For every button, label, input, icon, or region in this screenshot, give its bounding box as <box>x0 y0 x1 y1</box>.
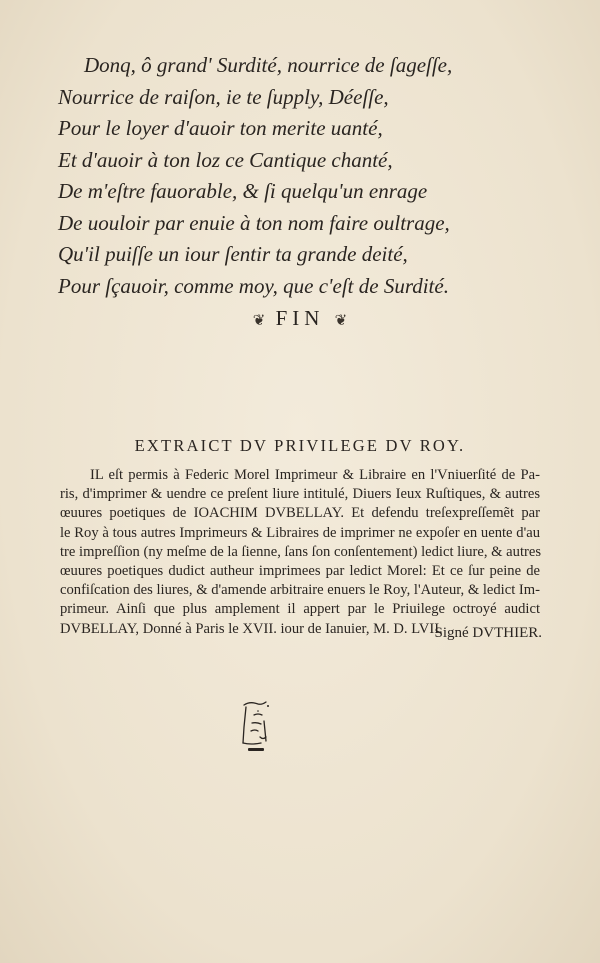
poem-line: Pour ſçauoir, comme moy, que c'eſt de Surdité. <box>58 273 449 298</box>
fin-text: FIN <box>275 306 325 330</box>
poem-line: De uouloir par enuie à ton nom faire oultrage, <box>58 210 450 235</box>
privilege-line: primeur. Ainſi que plus amplement il appert par le Priuilege octroyé audict <box>60 601 540 618</box>
fleuron-left-icon: ❦ <box>252 313 266 329</box>
privilege-line: ris, d'imprimer & uendre ce preſent liure intitulé, Diuers Ieux Ruſtiques, & autres <box>60 486 540 503</box>
fleuron-right-icon: ❦ <box>334 313 348 329</box>
poem-line: Qu'il puiſſe un iour ſentir ta grande deité, <box>58 242 408 266</box>
privilege-line: DVBELLAY, Donné à Paris le XVII. iour de Ianuier, M. D. LVII. <box>60 620 443 637</box>
privilege-line: confiſcation des liures, & d'amende arbitraire enuers le Roy, l'Auteur, & ledict Im- <box>60 582 540 599</box>
privilege-text <box>60 466 540 639</box>
privilege-line: œuures poetiques de IOACHIM DVBELLAY. Et defendu treſexpreſſemẽt par <box>60 505 540 522</box>
privilege-line: tre impreſſion (ny meſme de la ſienne, ſans ſon conſentement) ledict liure, & autres <box>60 543 542 560</box>
privilege-heading: EXTRAICT DV PRIVILEGE DV ROY. <box>134 436 466 455</box>
privilege-line: œuures poetiques dudict autheur imprimees par ledict Morel: Et ce ſur peine de <box>60 563 540 580</box>
privilege-line: IL eſt permis à Federic Morel Imprimeur & Libraire en l'Vniuerſité de Pa- <box>90 467 540 483</box>
privilege-line: le Roy à tous autres Imprimeurs & Libraires de imprimer ne expoſer en uente d'au <box>60 524 540 541</box>
poem-line: Donq, ô grand' Surdité, nourrice de ſageſſe, <box>84 53 453 77</box>
library-stamp-icon <box>238 697 280 759</box>
fin-colophon <box>0 306 600 331</box>
signature: Signé DVTHIER. <box>434 625 542 641</box>
poem-line: Et d'auoir à ton loz ce Cantique chanté, <box>58 147 393 172</box>
poem-line: Pour le loyer d'auoir ton merite uanté, <box>58 116 383 140</box>
poem-line: Nourrice de raiſon, ie te ſupply, Déeſſe, <box>58 84 389 109</box>
poem-stanza <box>58 50 538 302</box>
poem-line: De m'eſtre fauorable, & ſi quelqu'un enrage <box>58 179 428 203</box>
